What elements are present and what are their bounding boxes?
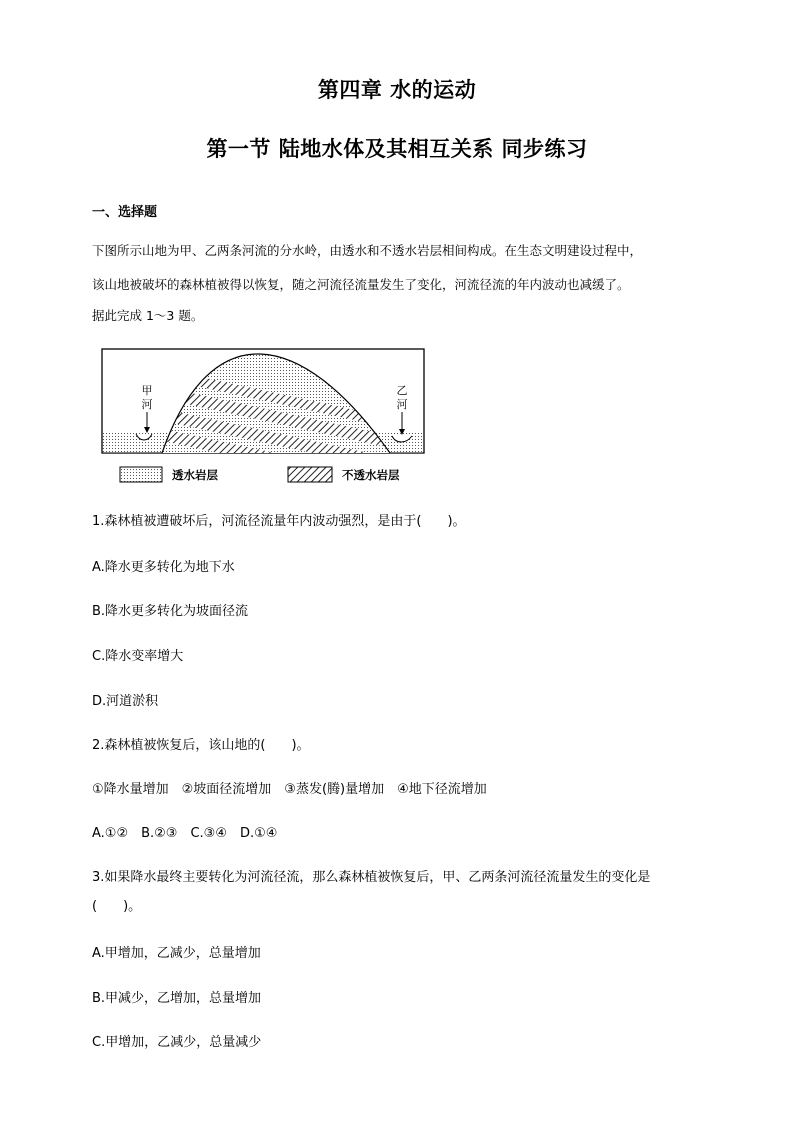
chapter-title: 第四章 水的运动 <box>317 77 477 102</box>
river-jia-label-2: 河 <box>141 398 153 411</box>
q1-stem: 1.森林植被遭破坏后，河流径流量年内波动强烈，是由于( )。 <box>92 514 466 529</box>
legend-impermeable-label: 不透水岩层 <box>342 468 400 482</box>
q1-option-a: A.降水更多转化为地下水 <box>92 560 235 575</box>
intro-line-2: 该山地被破坏的森林植被得以恢复，随之河流径流量发生了变化，河流径流的年内波动也减缓了。 <box>92 277 630 292</box>
q3-stem-line-1: 3.如果降水最终主要转化为河流径流，那么森林植被恢复后，甲、乙两条河流径流量发生的变化是 <box>92 870 651 885</box>
river-yi-label-2: 河 <box>396 398 408 411</box>
river-yi-label-1: 乙 <box>396 384 408 397</box>
q3-option-b: B.甲减少，乙增加，总量增加 <box>92 991 262 1006</box>
q3-option-c: C.甲增加，乙减少，总量减少 <box>92 1035 262 1050</box>
river-jia-label-1: 甲 <box>141 384 153 397</box>
q3-stem-line-2: ( )。 <box>92 899 142 914</box>
section-title: 第一节 陆地水体及其相互关系 同步练习 <box>206 136 588 161</box>
legend-permeable-swatch <box>120 467 162 482</box>
intro-line-3: 据此完成 1～3 题。 <box>92 308 204 323</box>
legend-impermeable-swatch <box>288 467 332 482</box>
q1-option-c: C.降水变率增大 <box>92 649 184 664</box>
q1-option-b: B.降水更多转化为坡面径流 <box>92 604 249 619</box>
question-type-heading: 一、选择题 <box>92 205 158 220</box>
q2-options: A.①② B.②③ C.③④ D.①④ <box>92 826 278 841</box>
q1-option-d: D.河道淤积 <box>92 694 159 709</box>
q3-option-a: A.甲增加，乙减少，总量增加 <box>92 946 261 961</box>
intro-line-1: 下图所示山地为甲、乙两条河流的分水岭，由透水和不透水岩层相间构成。在生态文明建设过程中， <box>92 243 643 258</box>
q2-stem: 2.森林植被恢复后，该山地的( )。 <box>92 738 310 753</box>
watershed-diagram <box>100 346 430 488</box>
q2-items: ①降水量增加 ②坡面径流增加 ③蒸发(腾)量增加 ④地下径流增加 <box>92 782 487 797</box>
legend-permeable-label: 透水岩层 <box>172 468 218 482</box>
